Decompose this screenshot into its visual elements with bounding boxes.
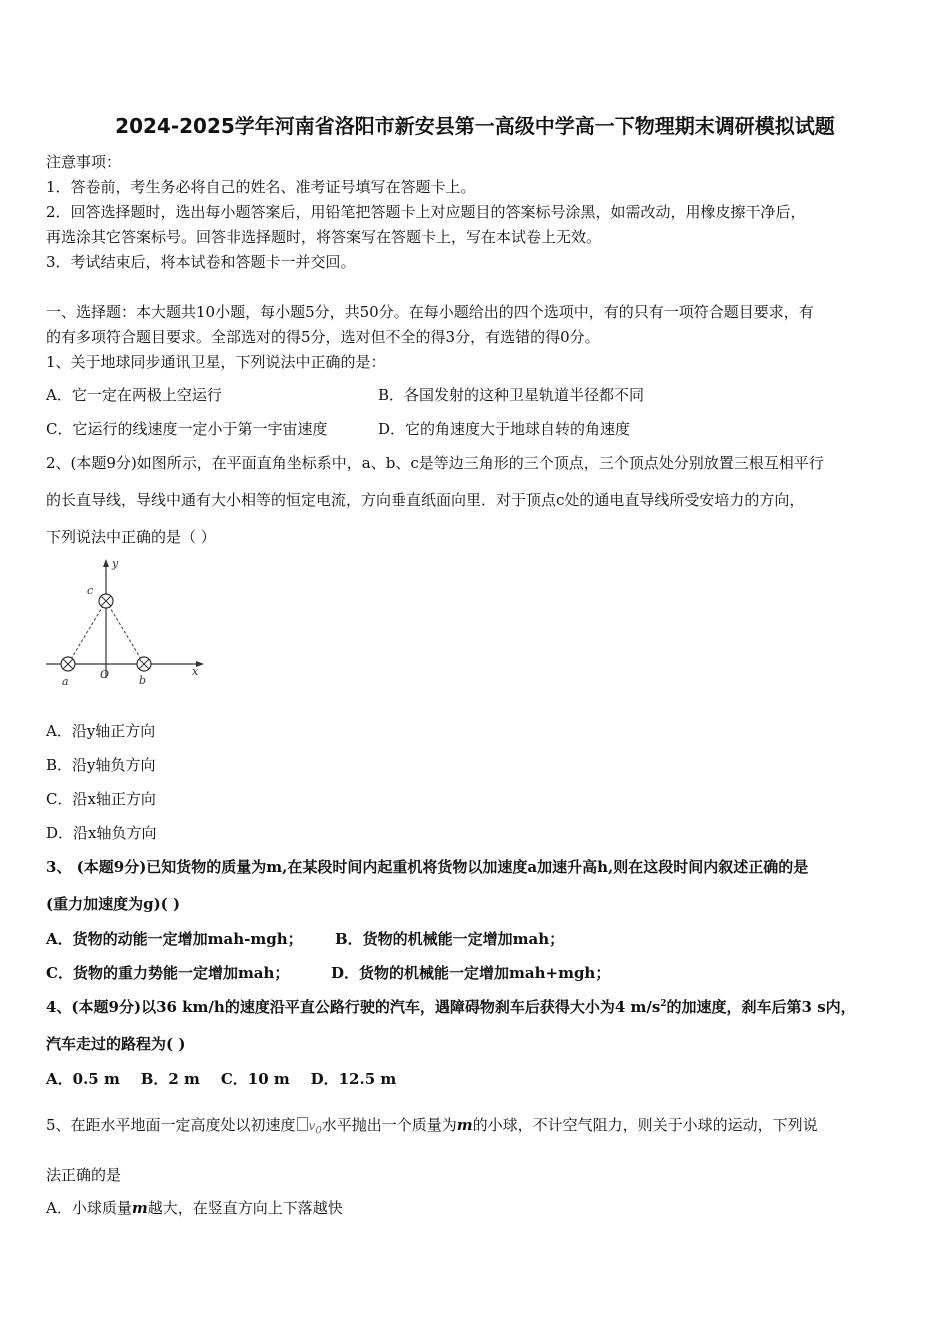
q1-option-b: B．各国发射的这种卫星轨道半径都不同 <box>378 386 645 404</box>
q3-stem-line2: (重力加速度为g)( ) <box>46 895 181 913</box>
y-axis-arrow <box>103 559 109 567</box>
q5-option-a-mass: m <box>131 1199 148 1217</box>
label-a: a <box>62 675 69 688</box>
notice-item-2-cont: 再选涂其它答案标号。回答非选择题时，将答案写在答题卡上，写在本试卷上无效。 <box>46 228 602 246</box>
wire-b-icon <box>137 657 151 671</box>
q2-stem-line3: 下列说法中正确的是（ ） <box>46 528 216 546</box>
q4-stem-part2: 的加速度，刹车后第3 s内， <box>666 998 856 1016</box>
q4-stem-line2: 汽车走过的路程为( ) <box>46 1035 186 1053</box>
q3-option-a: A．货物的动能一定增加mah-mgh； <box>46 930 303 948</box>
q4-options: A．0.5 m B．2 m C．10 m D．12.5 m <box>46 1070 397 1088</box>
wire-a-icon <box>61 657 75 671</box>
q1-option-d: D．它的角速度大于地球自转的角速度 <box>378 420 631 438</box>
q5-option-a: A．小球质量m越大，在竖直方向上下落越快 <box>46 1199 343 1217</box>
q2-option-b: B．沿y轴负方向 <box>46 756 156 774</box>
q2-stem-line2: 的长直导线，导线中通有大小相等的恒定电流，方向垂直纸面向里．对于顶点c处的通电直导线所受安培力的方向， <box>46 491 805 509</box>
q2-option-c: C．沿x轴正方向 <box>46 790 156 808</box>
label-x: x <box>192 665 199 678</box>
q2-option-d: D．沿x轴负方向 <box>46 824 157 842</box>
q5-stem-line2: 法正确的是 <box>46 1166 122 1184</box>
q3-option-c: C．货物的重力势能一定增加mah； <box>46 964 290 982</box>
notice-heading: 注意事项： <box>46 153 122 171</box>
notice-item-1: 1．答卷前，考生务必将自己的姓名、准考证号填写在答题卡上。 <box>46 178 476 196</box>
q4-superscript: 2 <box>660 999 667 1009</box>
q5-stem-part3: 的小球，不计空气阻力，则关于小球的运动，下列说 <box>472 1116 818 1134</box>
notice-item-2: 2．回答选择题时，选出每小题答案后，用铅笔把答题卡上对应题目的答案标号涂黑，如需改动，用橡皮擦干净后， <box>46 203 806 221</box>
triangle-edge-cb <box>106 601 144 664</box>
label-b: b <box>139 674 147 687</box>
label-c: c <box>87 584 94 597</box>
q4-stem-part1: 4、(本题9分)以36 km/h的速度沿平直公路行驶的汽车，遇障碍物刹车后获得大小为4 m/s <box>46 998 661 1016</box>
q4-stem-line1 <box>46 997 856 1017</box>
wire-c-icon <box>99 594 113 608</box>
q3-stem-line1: 3、 (本题9分)已知货物的质量为m,在某段时间内起重机将货物以加速度a加速升高h,则在这段时间内叙述正确的是 <box>46 858 809 876</box>
triangle-edge-ca <box>68 601 106 664</box>
q5-stem-part2: 水平抛出一个质量为 <box>321 1116 457 1134</box>
notice-item-3: 3．考试结束后，将本试卷和答题卡一并交回。 <box>46 253 356 271</box>
missing-glyph-icon <box>297 1117 308 1131</box>
page-title: 2024-2025学年河南省洛阳市新安县第一高级中学高一下物理期末调研模拟试题 <box>115 114 835 138</box>
q2-option-a: A．沿y轴正方向 <box>46 722 156 740</box>
section-instructions-line2: 的有多项符合题目要求。全部选对的得5分，选对但不全的得3分，有选错的得0分。 <box>46 328 600 346</box>
label-y: y <box>112 557 119 570</box>
q5-stem-line1 <box>46 1115 818 1141</box>
section-instructions-line1: 一、选择题：本大题共10小题，每小题5分，共50分。在每小题给出的四个选项中，有的只有一项符合题目要求，有 <box>46 303 814 321</box>
q5-v0-symbol: $v_0$ <box>308 1119 322 1137</box>
q3-option-b: B．货物的机械能一定增加mah； <box>335 930 565 948</box>
q2-stem-line1: 2、(本题9分)如图所示，在平面直角坐标系中，a、b、c是等边三角形的三个顶点，三个顶点处分别放置三根互相平行 <box>46 454 824 472</box>
label-o: O <box>100 668 110 681</box>
q2-coordinate-figure <box>44 556 209 691</box>
q1-stem: 1、关于地球同步通讯卫星，下列说法中正确的是： <box>46 353 386 371</box>
q3-option-d: D．货物的机械能一定增加mah+mgh； <box>331 964 611 982</box>
q5-stem-part1: 5、在距水平地面一定高度处以初速度 <box>46 1116 296 1134</box>
q5-mass-symbol: m <box>456 1116 473 1134</box>
q1-option-a: A．它一定在两极上空运行 <box>46 386 222 404</box>
q1-option-c: C．它运行的线速度一定小于第一宇宙速度 <box>46 420 328 438</box>
